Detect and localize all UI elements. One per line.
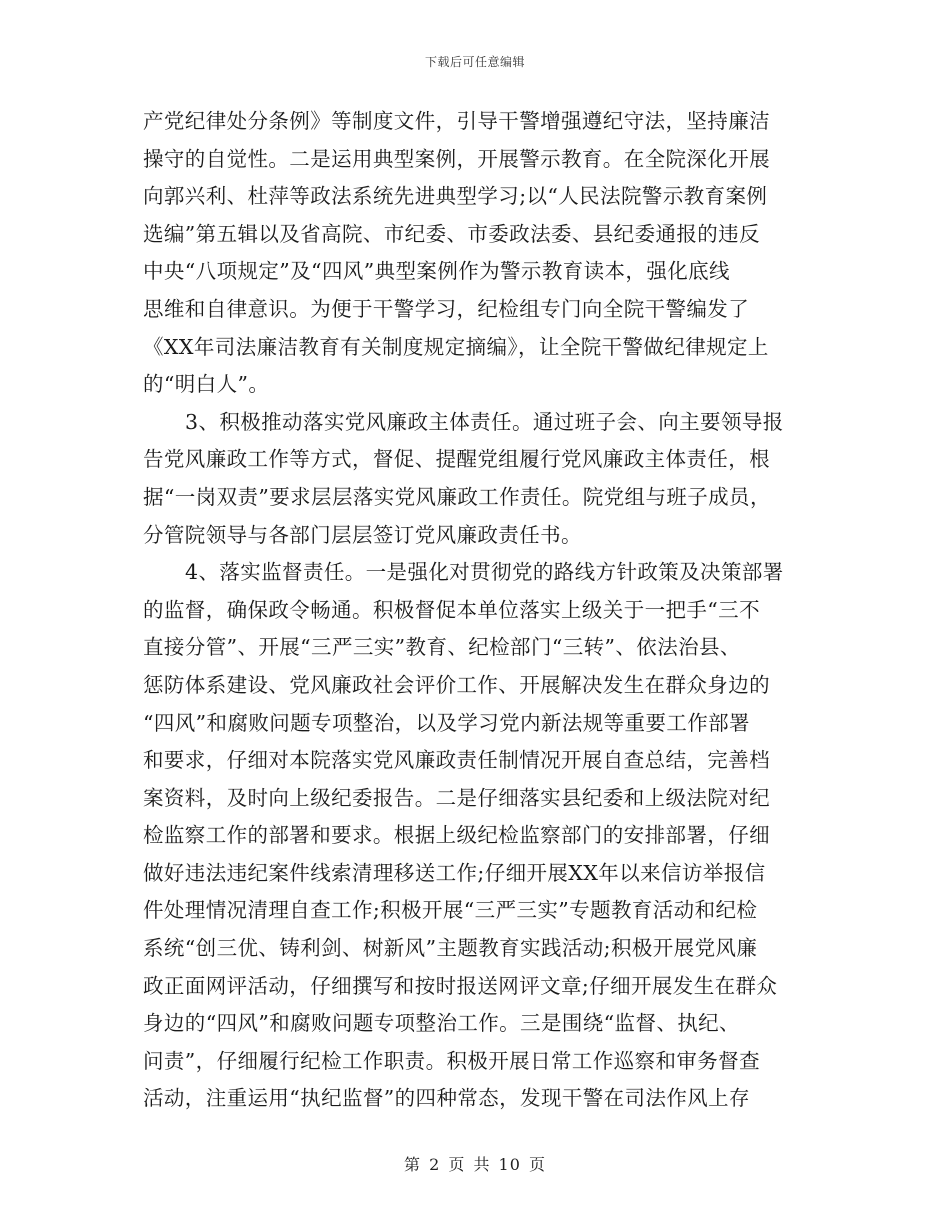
page-number-footer: 第 2 页 共 10 页: [404, 1155, 546, 1174]
text-line: 产党纪律处分条例》等制度文件，引导干警增强遵纪守法，坚持廉洁: [143, 109, 770, 133]
text-line: “四风”和腐败问题专项整治，以及学习党内新法规等重要工作部署: [143, 710, 750, 735]
text-line: 分管院领导与各部门层层签订党风廉政责任书。: [143, 522, 582, 547]
text-line: 身边的“四风”和腐败问题专项整治工作。三是围绕“监督、执纪、: [143, 1011, 740, 1036]
text-line: 检监察工作的部署和要求。根据上级纪检监察部门的安排部署，仔细: [143, 823, 770, 848]
paragraph-start-line: 3、积极推动落实党风廉政主体责任。通过班子会、向主要领导报: [185, 409, 784, 434]
text-line: 据“一岗双责”要求层层落实党风廉政工作责任。院党组与班子成员，: [143, 484, 771, 509]
text-line: 案资料，及时向上级纪委报告。二是仔细落实县纪委和上级法院对纪: [143, 785, 770, 810]
text-line: 的“明白人”。: [143, 372, 270, 397]
text-line: 中央“八项规定”及“四风”典型案例作为警示教育读本，强化底线: [143, 259, 730, 284]
text-line: 思维和自律意识。为便于干警学习，纪检组专门向全院干警编发了: [143, 296, 750, 321]
text-line: 选编”第五辑以及省高院、市纪委、市委政法委、县纪委通报的违反: [143, 221, 760, 246]
text-line: 问责”，仔细履行纪检工作职责。积极开展日常工作巡察和审务督查: [143, 1048, 760, 1073]
text-line: 操守的自觉性。二是运用典型案例，开展警示教育。在全院深化开展: [143, 146, 770, 171]
text-line: 系统“创三优、铸利剑、树新风”主题教育实践活动;积极开展党风廉: [143, 936, 758, 961]
text-line: 告党风廉政工作等方式，督促、提醒党组履行党风廉政主体责任，根: [143, 447, 770, 472]
text-line: 惩防体系建设、党风廉政社会评价工作、开展解决发生在群众身边的: [143, 672, 770, 697]
text-line: 做好违法违纪案件线索清理移送工作;仔细开展XX年以来信访举报信: [143, 860, 766, 885]
document-body: [143, 103, 813, 1118]
text-line: 活动，注重运用“执纪监督”的四种常态，发现干警在司法作风上存: [143, 1086, 750, 1111]
text-line: 直接分管”、开展“三严三实”教育、纪检部门“三转”、依法治县、: [143, 635, 741, 660]
page-header: 下载后可任意编辑: [424, 55, 525, 69]
text-line: 件处理情况清理自查工作;积极开展“三严三实”专题教育活动和纪检: [143, 898, 758, 923]
text-line: 向郭兴利、杜萍等政法系统先进典型学习;以“人民法院警示教育案例: [143, 184, 768, 209]
text-line: 的监督，确保政令畅通。积极督促本单位落实上级关于一把手“三不: [143, 597, 760, 622]
text-line: 政正面网评活动，仔细撰写和按时报送网评文章;仔细开展发生在群众: [143, 973, 778, 998]
text-line: 和要求，仔细对本院落实党风廉政责任制情况开展自查总结，完善档: [143, 748, 770, 773]
text-line: 《XX年司法廉洁教育有关制度规定摘编》，让全院干警做纪律规定上: [143, 334, 769, 359]
paragraph-start-line: 4、落实监督责任。一是强化对贯彻党的路线方针政策及决策部署: [185, 560, 784, 585]
